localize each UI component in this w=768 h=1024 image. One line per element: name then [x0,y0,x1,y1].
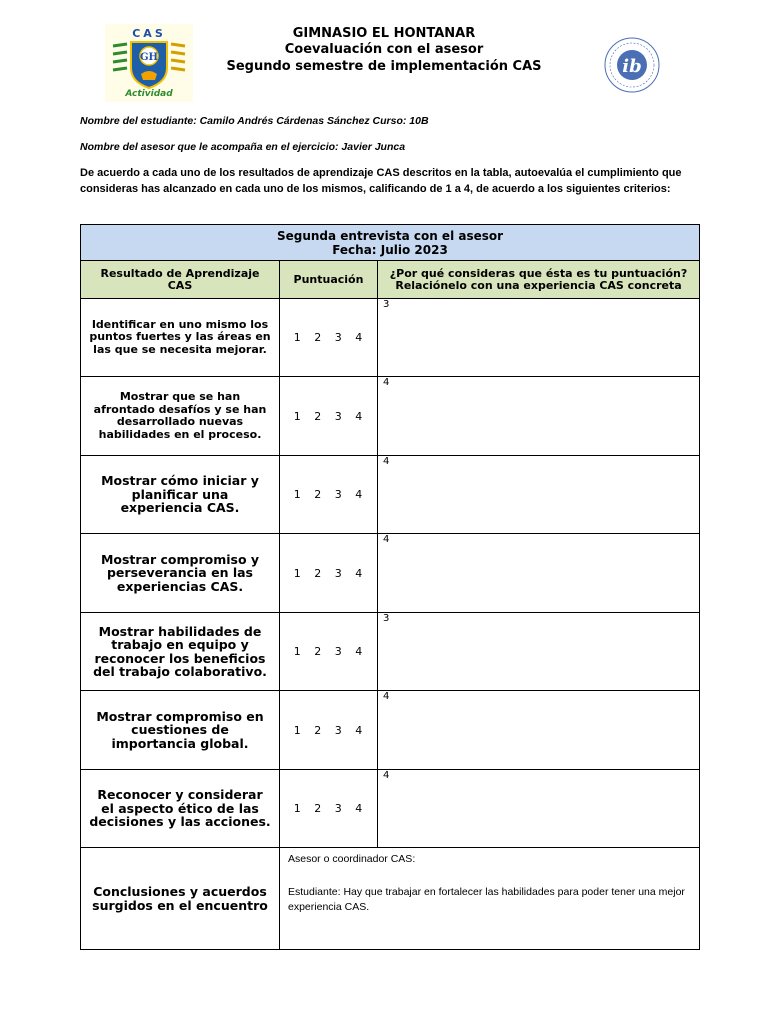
logo-gh-text: GH [140,52,158,63]
score-value: 3 [378,613,700,691]
table-title: Segunda entrevista con el asesor [276,228,504,243]
score-value: 4 [378,377,700,456]
outcome-cell: Reconocer y considerar el aspecto ético de las decisiones y las acciones. [81,770,280,848]
column-header-score: Puntuación [280,261,378,299]
score-value: 4 [378,534,700,613]
score-scale: 1 2 3 4 [280,377,378,456]
score-scale: 1 2 3 4 [280,613,378,691]
student-comment: Estudiante: Hay que trabajar en fortalecer las habilidades para poder tener una mejor experiencia CAS. [288,886,685,913]
conclusions-label: Conclusiones y acuerdos surgidos en el encuentro [81,848,280,950]
logo-actividad-text: Actividad [125,89,173,99]
ib-logo-text: ib [622,56,642,77]
table-row [81,613,700,691]
table-row [81,377,700,456]
outcome-cell: Mostrar compromiso en cuestiones de importancia global. [81,691,280,770]
table-row [81,534,700,613]
score-scale: 1 2 3 4 [280,299,378,377]
score-value: 4 [378,456,700,534]
outcome-cell: Mostrar cómo iniciar y planificar una experiencia CAS. [81,456,280,534]
outcome-cell: Mostrar que se han afrontado desafíos y se han desarrollado nuevas habilidades en el proceso. [81,377,280,456]
student-name-line: Nombre del estudiante: Camilo Andrés Cárdenas Sánchez Curso: 10B [80,115,429,127]
score-scale: 1 2 3 4 [280,770,378,848]
score-value: 4 [378,770,700,848]
table-row [81,299,700,377]
advisor-name-line: Nombre del asesor que le acompaña en el ejercicio: Javier Junca [80,141,406,153]
table-row [81,456,700,534]
outcome-cell: Identificar en uno mismo los puntos fuertes y las áreas en las que se necesita mejorar. [81,299,280,377]
semester-title: Segundo semestre de implementación CAS [226,59,542,74]
ib-logo [600,36,668,94]
outcome-cell: Mostrar habilidades de trabajo en equipo y reconocer los beneficios del trabajo colaborativo. [81,613,280,691]
instructions-paragraph: De acuerdo a cada uno de los resultados de aprendizaje CAS descritos en la tabla, autoevalúa el cumplimiento que consideras has alcanzado en cada uno de los mismos, calificando de 1 a 4, de acuerdo a los siguientes criterios: [80,167,682,195]
table-row [81,770,700,848]
column-header-outcome: Resultado de Aprendizaje CAS [81,261,280,299]
score-scale: 1 2 3 4 [280,456,378,534]
column-header-reason: ¿Por qué consideras que ésta es tu puntuación? Relaciónelo con una experiencia CAS concreta [378,261,700,299]
table-row [81,691,700,770]
conclusions-row [81,848,700,950]
score-scale: 1 2 3 4 [280,534,378,613]
logo-cas-text: CAS [132,27,166,40]
evaluation-table [80,224,700,950]
score-scale: 1 2 3 4 [280,691,378,770]
school-name: GIMNASIO EL HONTANAR [292,26,476,41]
advisor-comment-label: Asesor o coordinador CAS: [288,853,416,865]
score-value: 4 [378,691,700,770]
conclusions-content [280,848,700,950]
score-value: 3 [378,299,700,377]
document-subtitle: Coevaluación con el asesor [284,42,484,57]
table-title-cell [81,225,700,261]
table-date: Fecha: Julio 2023 [332,242,448,257]
outcome-cell: Mostrar compromiso y perseverancia en las experiencias CAS. [81,534,280,613]
